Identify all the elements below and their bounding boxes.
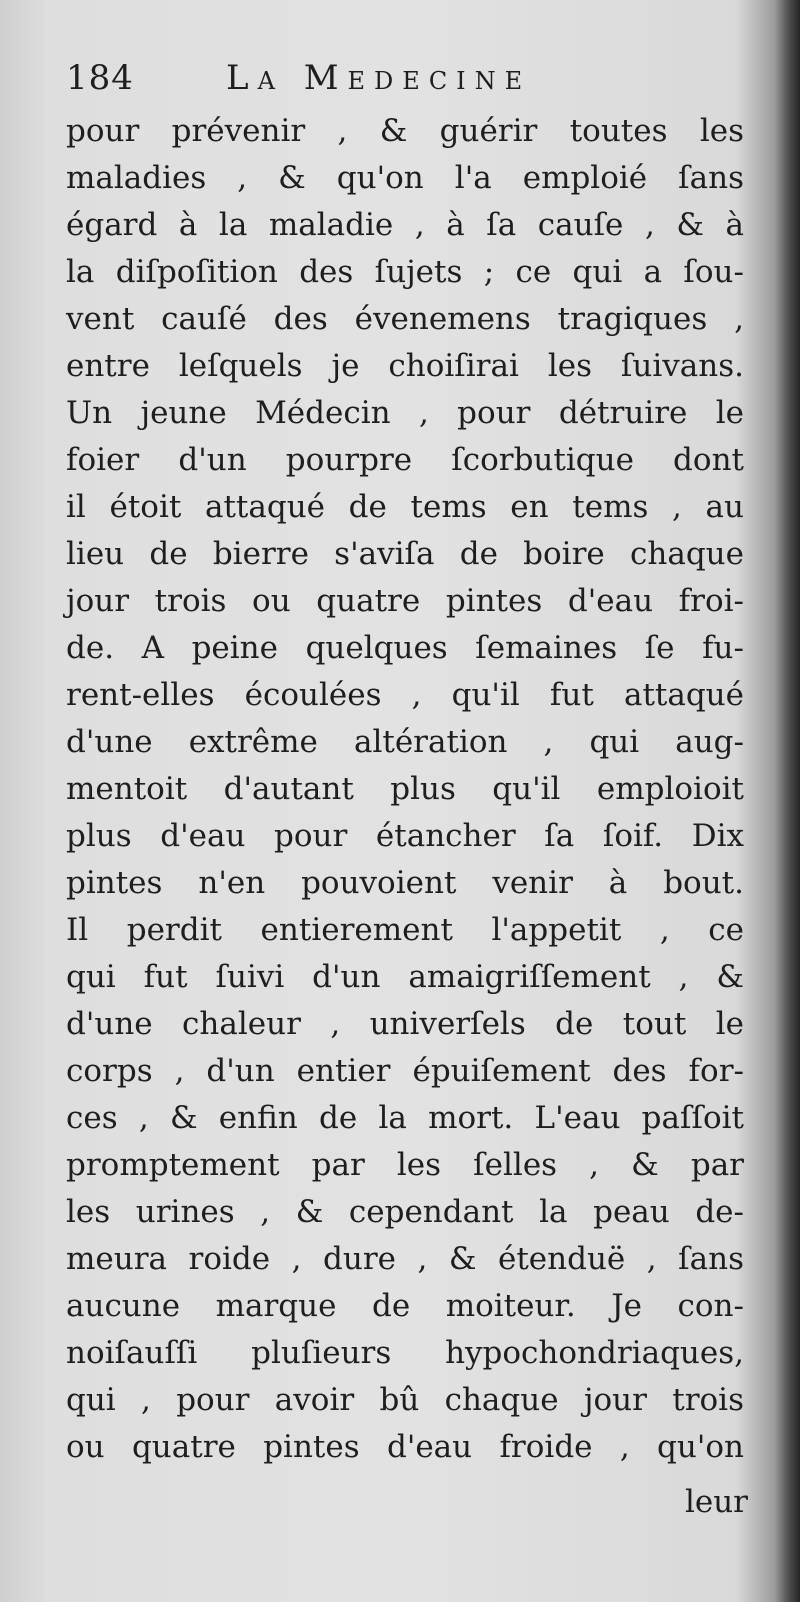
text-line: d'une chaleur , univerſels de tout le [66, 1006, 744, 1042]
page-header [66, 52, 756, 108]
text-line: ces , & enfin de la mort. L'eau paſſoit [66, 1100, 744, 1136]
text-line: rent-elles écoulées , qu'il fut attaqué [66, 677, 744, 713]
text-line: la diſpoſition des ſujets ; ce qui a ſou- [66, 254, 744, 290]
text-line: noiſauſſi pluſieurs hypochondriaques, [66, 1335, 744, 1371]
text-line: pintes n'en pouvoient venir à bout. [66, 865, 744, 901]
text-line: mentoit d'autant plus qu'il emploioit [66, 771, 744, 807]
text-line: Il perdit entierement l'appetit , ce [66, 912, 744, 948]
text-line: il étoit attaqué de tems en tems , au [66, 489, 744, 525]
running-title: La Medecine [226, 58, 532, 98]
text-line: qui , pour avoir bû chaque jour trois [66, 1382, 744, 1418]
text-line: jour trois ou quatre pintes d'eau froi- [66, 583, 744, 619]
page-number: 184 [66, 58, 134, 98]
body-text [66, 108, 744, 1471]
text-line: égard à la maladie , à ſa cauſe , & à [66, 207, 744, 243]
text-line: promptement par les ſelles , & par [66, 1147, 744, 1183]
text-line: d'une extrême altération , qui aug- [66, 724, 744, 760]
text-line: de. A peine quelques ſemaines ſe fu- [66, 630, 744, 666]
text-line: plus d'eau pour étancher ſa ſoif. Dix [66, 818, 744, 854]
text-line: meura roide , dure , & étenduë , ſans [66, 1241, 744, 1277]
text-line: qui fut ſuivi d'un amaigriſſement , & [66, 959, 744, 995]
text-line: aucune marque de moiteur. Je con- [66, 1288, 744, 1324]
text-line: les urines , & cependant la peau de- [66, 1194, 744, 1230]
page-edge-shadow [774, 0, 800, 1602]
text-line: maladies , & qu'on l'a emploié ſans [66, 160, 744, 196]
catchword: leur [684, 1484, 748, 1520]
text-line: entre leſquels je choiſirai les ſuivans. [66, 348, 744, 384]
text-line: corps , d'un entier épuiſement des for- [66, 1053, 744, 1089]
text-line: pour prévenir , & guérir toutes les [66, 113, 744, 149]
text-line: foier d'un pourpre ſcorbutique dont [66, 442, 744, 478]
text-line: lieu de bierre s'aviſa de boire chaque [66, 536, 744, 572]
text-line: ou quatre pintes d'eau froide , qu'on [66, 1429, 744, 1465]
text-line: vent cauſé des évenemens tragiques , [66, 301, 744, 337]
text-line: Un jeune Médecin , pour détruire le [66, 395, 744, 431]
